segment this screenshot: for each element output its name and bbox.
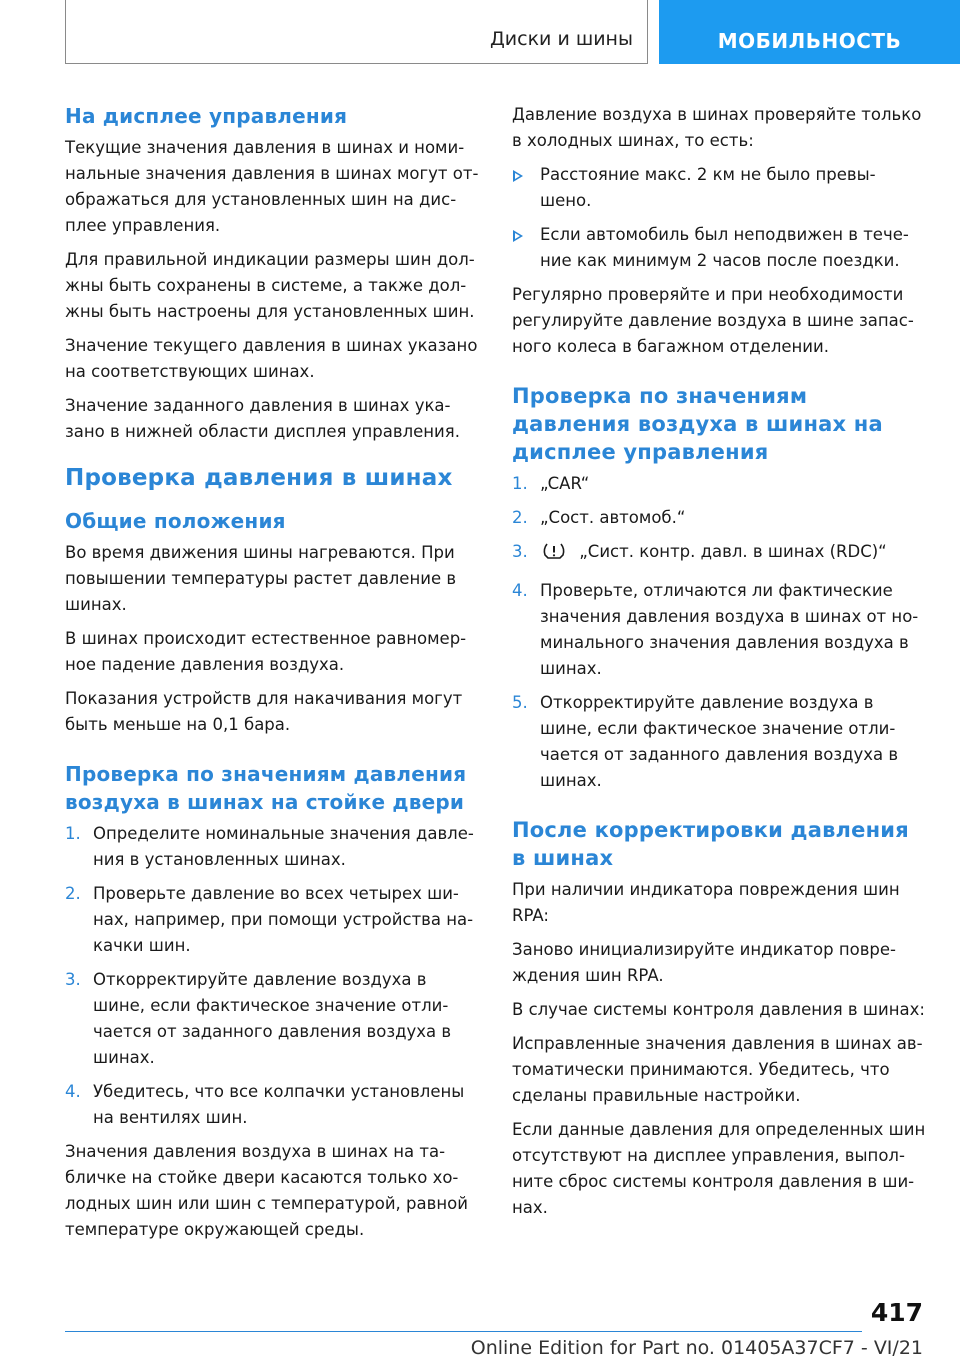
triangle-bullet-icon <box>513 230 523 242</box>
paragraph: Значение заданного давления в шинах ука-зано в нижней области дисплея управления. <box>65 396 460 441</box>
left-column <box>65 102 479 1251</box>
chapter-title: Диски и шины <box>489 28 633 50</box>
footer-divider <box>65 1331 862 1332</box>
step-number: 3. <box>512 542 528 561</box>
step-text: Проверьте давление во всех четырех ши-нах, например, при помощи устройства на-качки шин. <box>93 884 474 955</box>
step-number: 3. <box>65 970 81 989</box>
tpms-icon <box>542 540 566 570</box>
paragraph: Если данные давления для определенных шин отсутствуют на дисплее управления, выпол-ните сброс системы контроля давления в ши-нах. <box>512 1120 926 1217</box>
step-text: „Сост. автомоб.“ <box>540 508 686 527</box>
list-item <box>65 967 479 1071</box>
list-item <box>65 821 479 873</box>
paragraph: В шинах происходит естественное равномер-ное падение давления воздуха. <box>65 629 467 674</box>
bullet-item <box>512 162 926 214</box>
step-number: 2. <box>65 884 81 903</box>
heading-tire-pressure-check: Проверка давления в шинах <box>65 465 453 491</box>
paragraph: Текущие значения давления в шинах и номи-нальные значения давления в шинах могут от-ображаться для установленных шин на дис-плее управления. <box>65 138 479 235</box>
step-number: 2. <box>512 508 528 527</box>
step-number: 5. <box>512 693 528 712</box>
step-text: Определите номинальные значения давле-ния в установленных шинах. <box>93 824 474 869</box>
paragraph: Для правильной индикации размеры шин дол-жны быть сохранены в системе, а также дол-жны быть настроены для установленных шин. <box>65 250 475 321</box>
step-text: Проверьте, отличаются ли фактические значения давления воздуха в шинах от но-минального значения давления воздуха в шинах. <box>540 581 919 678</box>
paragraph: Значение текущего давления в шинах указано на соответствующих шинах. <box>65 336 478 381</box>
list-item <box>65 881 479 959</box>
triangle-bullet-icon <box>513 170 523 182</box>
list-item <box>65 1079 479 1131</box>
step-text: Откорректируйте давление воздуха в шине, если фактическое значение отли-чается от заданного давления воздуха в шинах. <box>93 970 452 1067</box>
heading-display-check: Проверка по значениям давления воздуха в шинах на дисплее управления <box>512 384 883 464</box>
step-text: Убедитесь, что все колпачки установлены на вентилях шин. <box>93 1082 465 1127</box>
paragraph: При наличии индикатора повреждения шин RPA: <box>512 880 900 925</box>
step-number: 1. <box>65 824 81 843</box>
step-text: „CAR“ <box>540 474 590 493</box>
paragraph: Значения давления воздуха в шинах на та-бличке на стойке двери касаются только хо-лодных шин или шин с температурой, равной температуре окружающей среды. <box>65 1142 468 1239</box>
list-item <box>512 690 926 794</box>
bullet-item <box>512 222 926 274</box>
step-number: 4. <box>512 581 528 600</box>
list-item <box>512 578 926 682</box>
heading-door-pillar-check: Проверка по значениям давления воздуха в шинах на стойке двери <box>65 762 467 814</box>
paragraph: Во время движения шины нагреваются. При повышении температуры растет давление в шинах. <box>65 543 457 614</box>
section-tab[interactable]: МОБИЛЬНОСТЬ <box>659 0 960 64</box>
page-number: 417 <box>870 1298 923 1327</box>
list-item <box>512 505 926 531</box>
step-number: 4. <box>65 1082 81 1101</box>
step-number: 1. <box>512 474 528 493</box>
paragraph: Заново инициализируйте индикатор повре-ждения шин RPA. <box>512 940 897 985</box>
header-chapter-box <box>65 0 648 64</box>
bullet-text: Расстояние макс. 2 км не было превы-шено. <box>540 165 876 210</box>
paragraph: В случае системы контроля давления в шинах: <box>512 1000 925 1019</box>
paragraph: Показания устройств для накачивания могут быть меньше на 0,1 бара. <box>65 689 463 734</box>
heading-after-correction: После корректировки давления в шинах <box>512 818 909 870</box>
list-item <box>512 471 926 497</box>
step-text: „Сист. контр. давл. в шинах (RDC)“ <box>579 542 887 561</box>
list-item <box>512 539 926 570</box>
paragraph: Исправленные значения давления в шинах ав-томатически принимаются. Убедитесь, что сделаны правильные настройки. <box>512 1034 923 1105</box>
heading-on-display: На дисплее управления <box>65 104 348 128</box>
heading-general: Общие положения <box>65 509 286 533</box>
paragraph: Давление воздуха в шинах проверяйте только в холодных шинах, то есть: <box>512 105 922 150</box>
paragraph: Регулярно проверяйте и при необходимости регулируйте давление воздуха в шине запас-ного колеса в багажном отделении. <box>512 285 914 356</box>
step-text: Откорректируйте давление воздуха в шине, если фактическое значение отли-чается от заданного давления воздуха в шинах. <box>540 693 899 790</box>
right-column <box>512 102 926 1229</box>
bullet-text: Если автомобиль был неподвижен в тече-ние как минимум 2 часов после поездки. <box>540 225 909 270</box>
footer-edition: Online Edition for Part no. 01405A37CF7 - VI/21 <box>470 1337 923 1359</box>
